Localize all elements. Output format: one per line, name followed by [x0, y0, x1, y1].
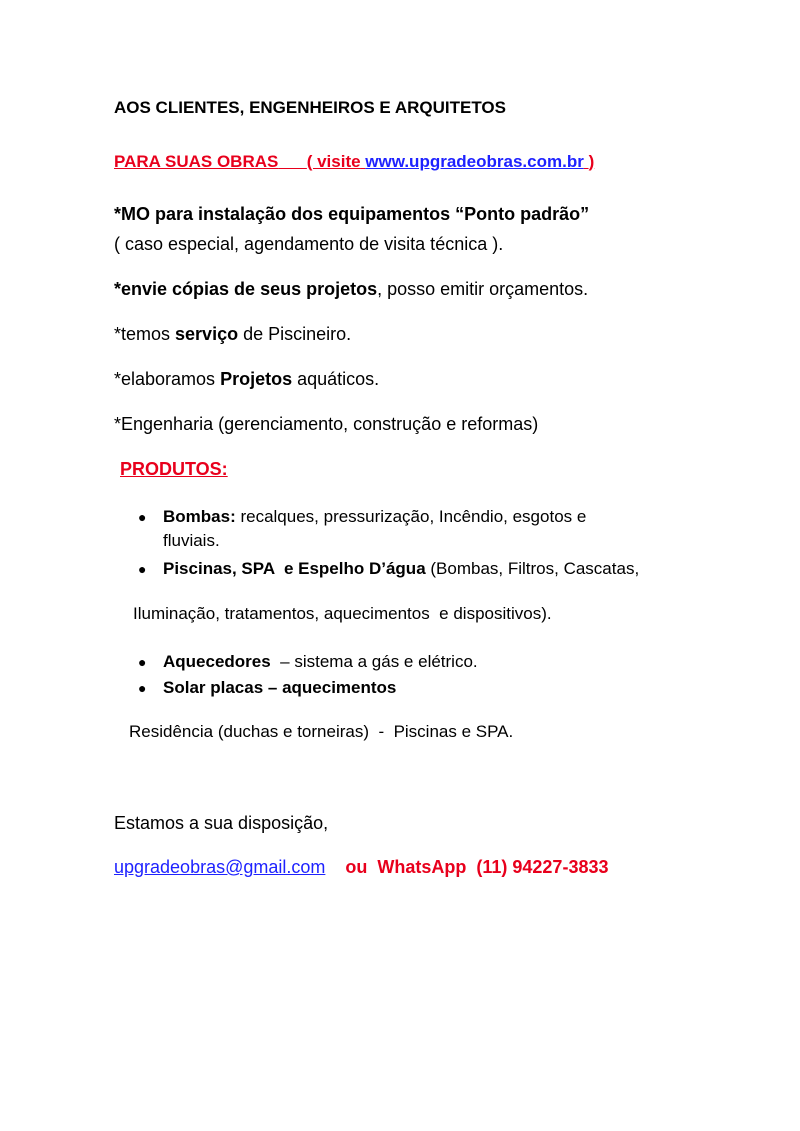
contact-line [114, 856, 608, 878]
obras-label: PARA SUAS OBRAS [114, 152, 279, 171]
disposicao-line: Estamos a sua disposição, [114, 813, 329, 833]
bullet-icon: ● [138, 509, 147, 525]
solar-item: Solar placas – aquecimentos [163, 678, 397, 697]
aquecedores-item: Aquecedores – sistema a gás e elétrico. [163, 652, 478, 671]
bombas-continued: fluviais. [163, 531, 220, 550]
mo-note: ( caso especial, agendamento de visita técnica ). [114, 234, 504, 254]
piscinas-continued: Iluminação, tratamentos, aquecimentos e dispositivos). [133, 604, 552, 623]
residencia-line: Residência (duchas e torneiras) - Piscinas e SPA. [129, 722, 514, 741]
temos-line: *temos serviço de Piscineiro. [114, 324, 352, 344]
bullet-icon: ● [138, 680, 147, 696]
email-link[interactable]: upgradeobras@gmail.com [114, 857, 326, 877]
piscinas-item: Piscinas, SPA e Espelho D’água (Bombas, Filtros, Cascatas, [163, 559, 640, 578]
produtos-title: PRODUTOS: [120, 459, 228, 479]
page-heading: AOS CLIENTES, ENGENHEIROS E ARQUITETOS [114, 98, 506, 117]
envie-line: *envie cópias de seus projetos, posso emitir orçamentos. [114, 279, 589, 299]
bullet-icon: ● [138, 561, 147, 577]
elaboramos-line: *elaboramos Projetos aquáticos. [114, 369, 380, 389]
website-link[interactable]: www.upgradeobras.com.br [365, 152, 584, 171]
engenharia-line: *Engenharia (gerenciamento, construção e reformas) [114, 414, 539, 434]
whatsapp-text: ou WhatsApp (11) 94227-3833 [345, 857, 609, 877]
visite-text: ( visite [306, 152, 361, 171]
mo-line: *MO para instalação dos equipamentos “Ponto padrão” [114, 204, 590, 224]
close-paren: ) [588, 152, 595, 171]
bullet-icon: ● [138, 654, 147, 670]
obras-line [114, 151, 594, 173]
bombas-item: Bombas: recalques, pressurização, Incêndio, esgotos e [163, 507, 587, 526]
